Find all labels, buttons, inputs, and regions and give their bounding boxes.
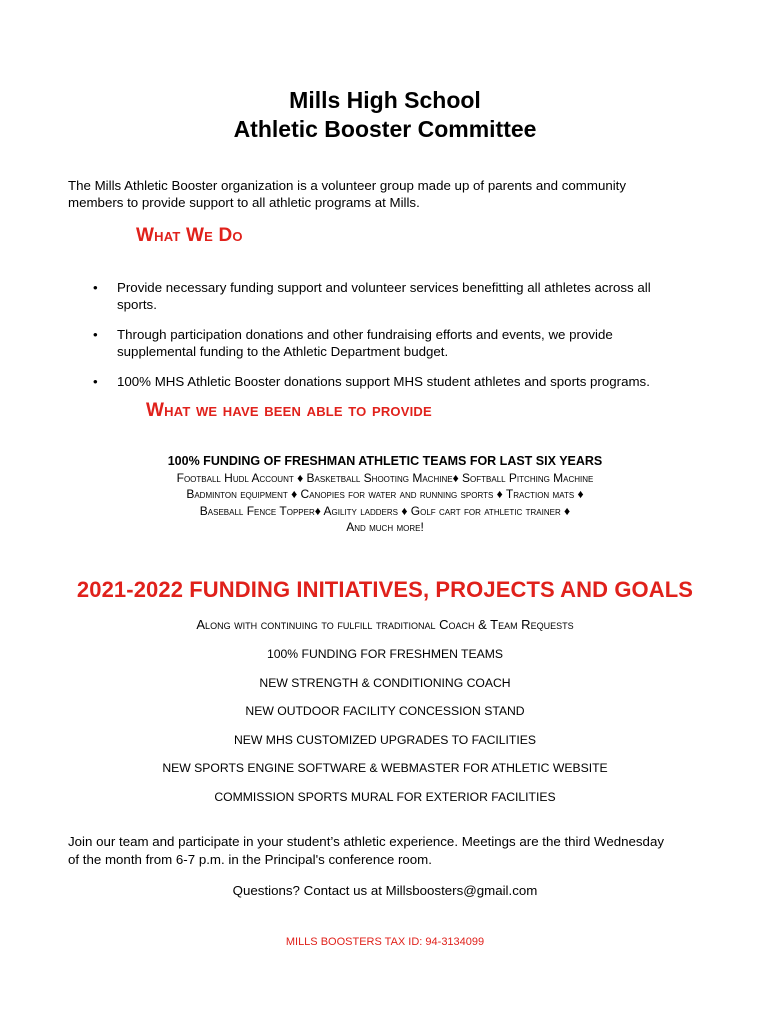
list-item xyxy=(90,373,690,390)
goals-subheading: Along with continuing to fulfill traditional Coach & Team Requests xyxy=(196,617,574,632)
provided-line-1: Football Hudl Account ♦ Basketball Shooting Machine♦ Softball Pitching Machine xyxy=(176,470,594,485)
what-we-do-list xyxy=(90,279,690,403)
list-item-line-1: Provide necessary funding support and volunteer services benefitting all athletes across all xyxy=(117,280,651,295)
tax-id: MILLS BOOSTERS TAX ID: 94-3134099 xyxy=(285,936,485,948)
goal-item: 100% FUNDING FOR FRESHMEN TEAMS xyxy=(266,647,504,661)
title-line-1: Mills High School xyxy=(289,87,481,113)
goals-list xyxy=(0,645,770,817)
list-item-line-2: supplemental funding to the Athletic Department budget. xyxy=(117,344,449,359)
intro-line-1: The Mills Athletic Booster organization is a volunteer group made up of parents and community xyxy=(68,178,627,193)
intro-line-2: members to provide support to all athletic programs at Mills. xyxy=(68,195,420,210)
list-item xyxy=(90,326,690,360)
goal-item: NEW MHS CUSTOMIZED UPGRADES TO FACILITIES xyxy=(233,732,537,747)
provided-line-2: Badminton equipment ♦ Canopies for water and running sports ♦ Traction mats ♦ xyxy=(186,487,584,501)
what-we-do-heading: What We Do xyxy=(136,225,243,246)
contact-line: Questions? Contact us at Millsboosters@gmail.com xyxy=(232,883,538,898)
provided-list xyxy=(0,453,770,536)
bullet-icon: • xyxy=(93,280,98,295)
goal-item: NEW SPORTS ENGINE SOFTWARE & WEBMASTER FOR ATHLETIC WEBSITE xyxy=(162,761,608,776)
join-paragraph xyxy=(68,833,718,868)
list-item-line-2: sports. xyxy=(117,297,157,312)
title-line-2: Athletic Booster Committee xyxy=(233,116,537,142)
bullet-icon: • xyxy=(93,327,98,342)
bullet-icon: • xyxy=(93,374,98,389)
join-line-2: of the month from 6-7 p.m. in the Principal's conference room. xyxy=(68,851,432,867)
provided-heading: What we have been able to provide xyxy=(146,400,432,421)
goal-item: COMMISSION SPORTS MURAL FOR EXTERIOR FACILITIES xyxy=(214,789,556,804)
list-item-line-1: Through participation donations and other fundraising efforts and events, we provide xyxy=(117,327,613,342)
list-item xyxy=(90,279,690,313)
provided-line-4: And much more! xyxy=(346,520,424,534)
goal-item: NEW STRENGTH & CONDITIONING COACH xyxy=(259,675,511,690)
provided-line-3: Baseball Fence Topper♦ Agility ladders ♦ Golf cart for athletic trainer ♦ xyxy=(199,503,571,518)
page-title xyxy=(0,86,770,144)
freshman-funding-line: 100% FUNDING OF FRESHMAN ATHLETIC TEAMS FOR LAST SIX YEARS xyxy=(167,454,603,468)
list-item-line-1: 100% MHS Athletic Booster donations support MHS student athletes and sports programs. xyxy=(117,374,650,389)
join-line-1: Join our team and participate in your student’s athletic experience. Meetings are the third Wednesday xyxy=(68,834,664,849)
goal-item: NEW OUTDOOR FACILITY CONCESSION STAND xyxy=(245,704,525,719)
goals-heading: 2021-2022 FUNDING INITIATIVES, PROJECTS AND GOALS xyxy=(76,577,694,602)
intro-paragraph xyxy=(68,177,708,211)
